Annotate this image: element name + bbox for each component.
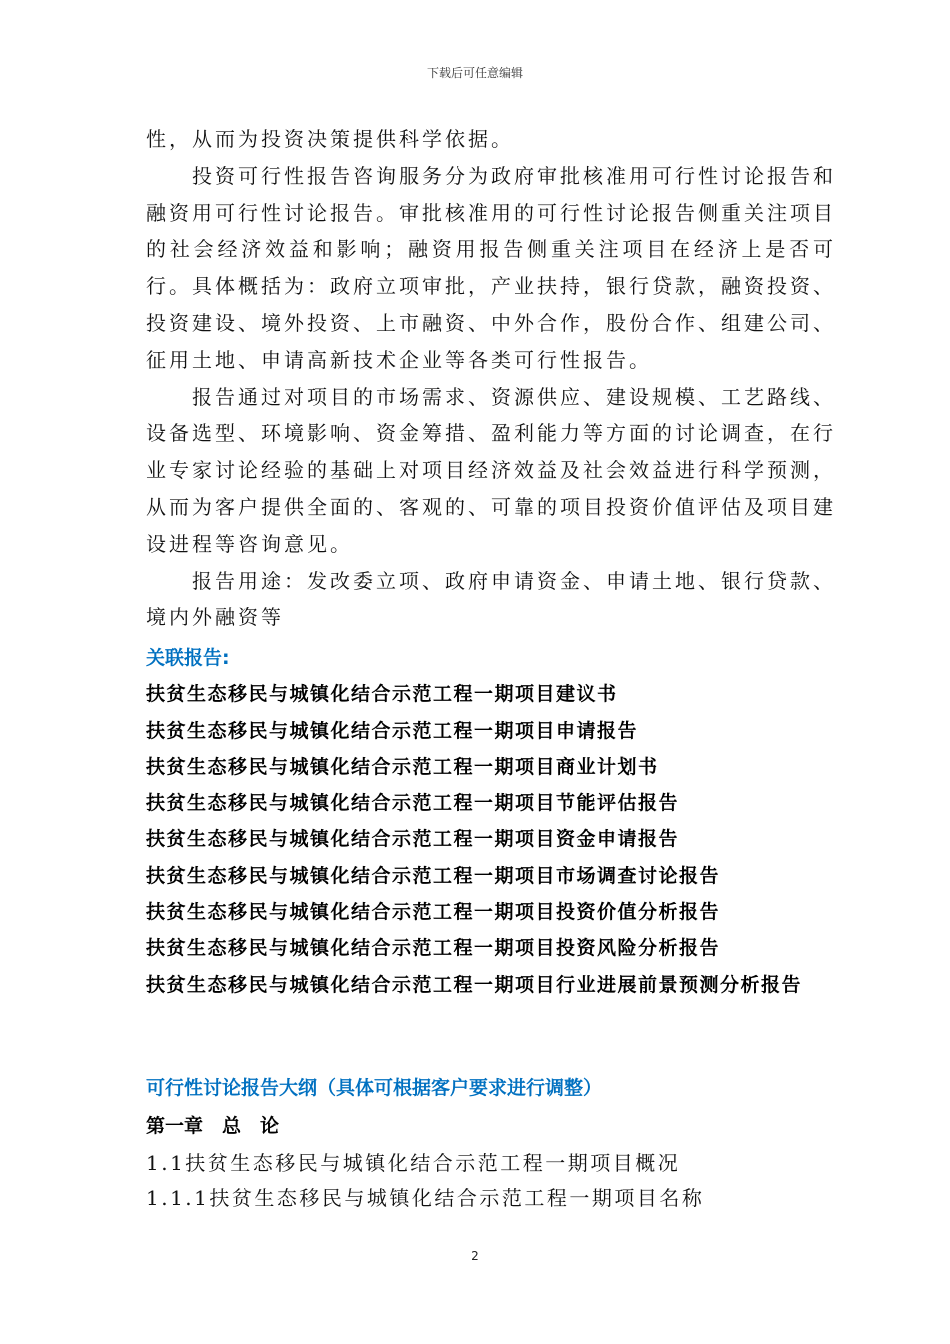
related-reports-heading: 关联报告:: [146, 647, 230, 669]
related-report-item: 扶贫生态移民与城镇化结合示范工程一期项目建议书: [146, 683, 618, 706]
related-report-item: 扶贫生态移民与城镇化结合示范工程一期项目商业计划书: [146, 755, 659, 778]
paragraph-continuation: 性，从而为投资决策提供科学依据。: [146, 127, 514, 151]
chapter-title: 第一章 总 论: [146, 1115, 280, 1137]
related-report-item: 扶贫生态移民与城镇化结合示范工程一期项目申请报告: [146, 719, 639, 742]
related-reports-list: [146, 676, 846, 1003]
related-report-item: 扶贫生态移民与城镇化结合示范工程一期项目行业进展前景预测分析报告: [146, 973, 803, 996]
outline-item-1-1-1: 1.1.1扶贫生态移民与城镇化结合示范工程一期项目名称: [146, 1186, 705, 1210]
related-report-item: 扶贫生态移民与城镇化结合示范工程一期项目资金申请报告: [146, 828, 680, 851]
related-report-item: 扶贫生态移民与城镇化结合示范工程一期项目市场调查讨论报告: [146, 864, 721, 887]
outline-item-1-1: 1.1扶贫生态移民与城镇化结合示范工程一期项目概况: [146, 1151, 681, 1175]
paragraph-report-usage: 报告用途：发改委立项、政府申请资金、申请土地、银行贷款、境内外融资等: [146, 568, 836, 630]
related-report-item: 扶贫生态移民与城镇化结合示范工程一期项目投资风险分析报告: [146, 937, 721, 960]
body-paragraphs: [146, 121, 836, 636]
header-note: 下载后可任意编辑: [426, 66, 523, 80]
related-report-item: 扶贫生态移民与城镇化结合示范工程一期项目节能评估报告: [146, 792, 680, 815]
related-report-item: 扶贫生态移民与城镇化结合示范工程一期项目投资价值分析报告: [146, 901, 721, 924]
page-number: 2: [471, 1249, 479, 1263]
related-reports-section: [146, 640, 846, 1003]
outline-heading: 可行性讨论报告大纲（具体可根据客户要求进行调整）: [146, 1077, 603, 1099]
paragraph-service-types: 投资可行性报告咨询服务分为政府审批核准用可行性讨论报告和融资用可行性讨论报告。审批核准用的可行性讨论报告侧重关注项目的社会经济效益和影响；融资用报告侧重关注项目在经济上是否可行。具体概括为：政府立项审批，产业扶持，银行贷款，融资投资、投资建设、境外投资、上市融资、中外合作，股份合作、组建公司、征用土地、申请高新技术企业等各类可行性报告。: [146, 163, 836, 372]
paragraph-report-method: 报告通过对项目的市场需求、资源供应、建设规模、工艺路线、设备选型、环境影响、资金筹措、盈利能力等方面的讨论调查，在行业专家讨论经验的基础上对项目经济效益及社会效益进行科学预测，从而为客户提供全面的、客观的、可靠的项目投资价值评估及项目建设进程等咨询意见。: [146, 384, 836, 556]
